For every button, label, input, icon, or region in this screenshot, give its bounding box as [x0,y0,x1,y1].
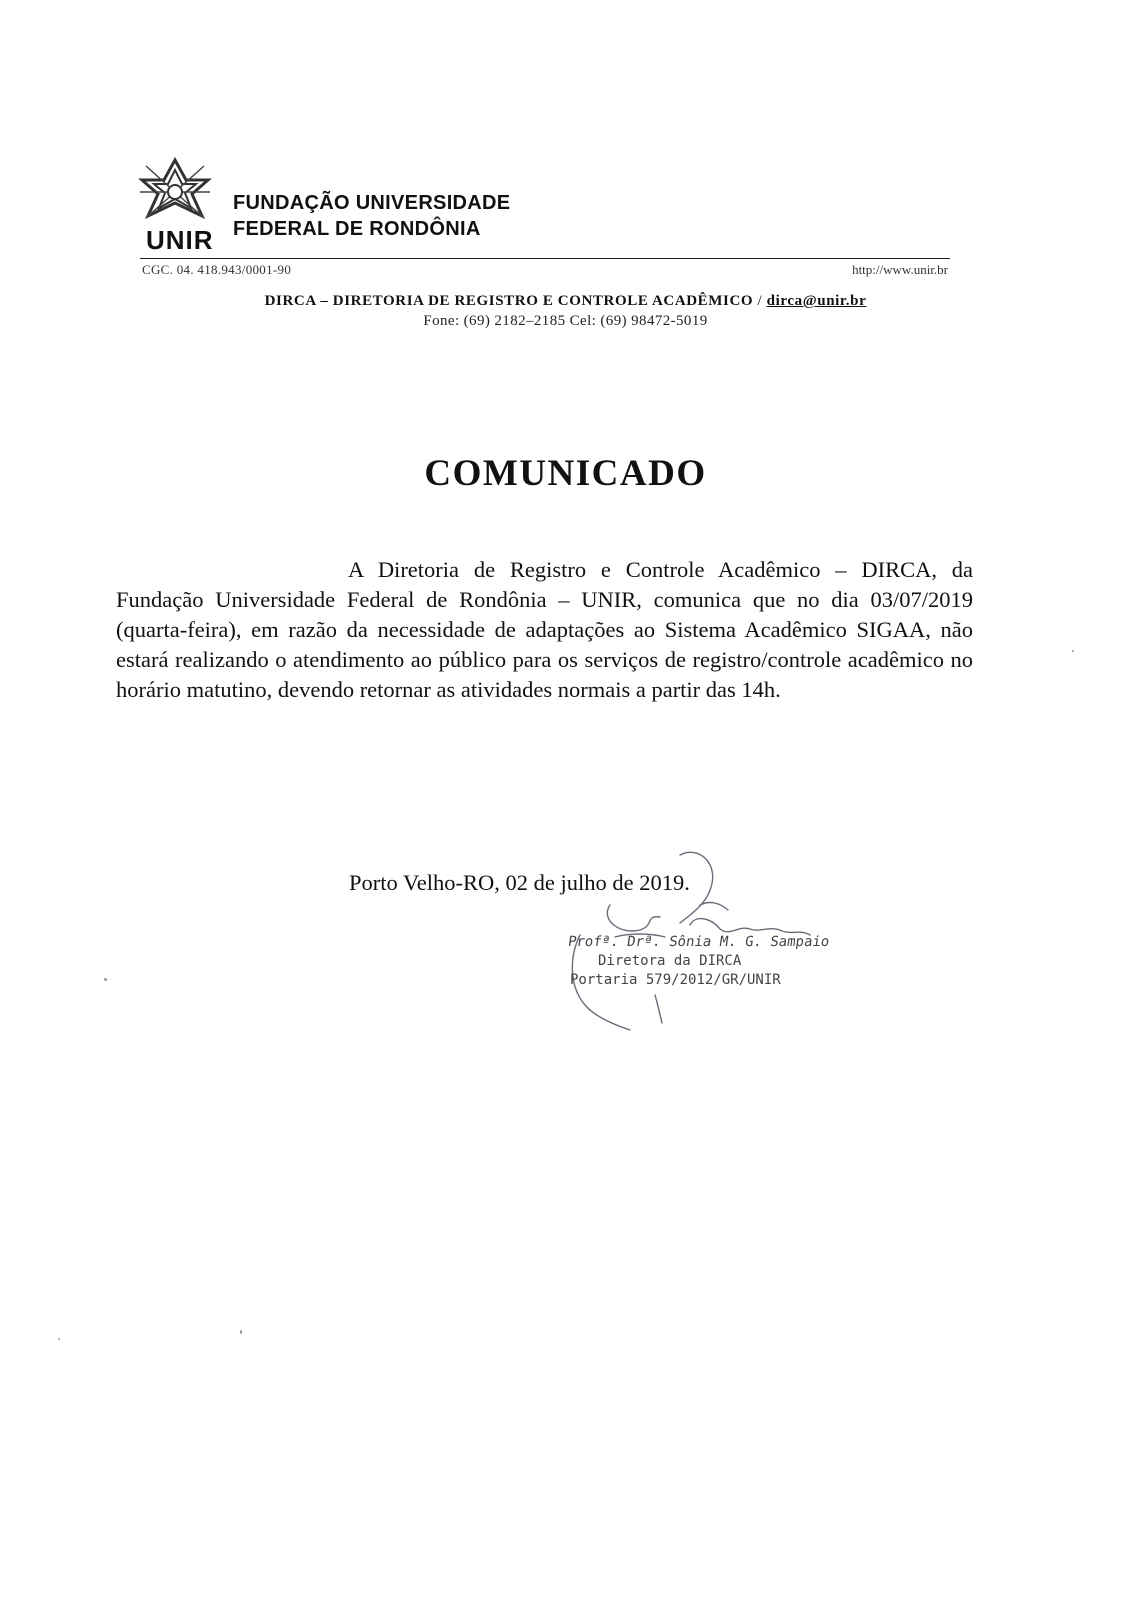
place-date: Porto Velho-RO, 02 de julho de 2019. [349,870,690,895]
scan-speck [1072,650,1074,652]
phone-line: Fone: (69) 2182–2185 Cel: (69) 98472-5019 [423,313,708,329]
logo-wordmark: UNIR [146,225,214,255]
scan-speck [104,978,107,981]
scan-speck [240,1330,242,1334]
document-title: COMUNICADO [424,453,707,494]
notice-body: A Diretoria de Registro e Controle Acadêmico – DIRCA, da Fundação Universidade Federal de Rondônia – UNIR, comunica que no dia 03/07/2019 (quarta-feira), em razão da necessidade de adaptações ao Sistema Acadêmico SIGAA, não estará realizando o atendimento ao público para os serviços de registro/controle acadêmico no horário matutino, devendo retornar as atividades normais a partir das 14h. [116,557,973,702]
department-line [0,293,1131,310]
stamp-name: Profª. Drª. Sônia M. G. Sampaio [566,934,831,950]
cgc-number: CGC. 04. 418.943/0001-90 [142,262,292,277]
department-separator: / [753,293,767,309]
department-email-link[interactable]: dirca@unir.br [766,293,867,309]
website-link[interactable]: http://www.unir.br [852,262,948,277]
stamp-ordinance: Portaria 579/2012/GR/UNIR [570,972,781,988]
scan-speck [58,1338,60,1340]
organization-name [233,190,510,242]
stamp-role: Diretora da DIRCA [598,953,742,969]
department-name: DIRCA – DIRETORIA DE REGISTRO E CONTROLE ACADÊMICO [264,293,754,309]
signature-stamp [568,934,829,988]
header-divider [140,258,950,259]
org-name-line-1: FUNDAÇÃO UNIVERSIDADE [233,192,511,214]
unir-star-logo-icon [136,156,214,226]
org-name-line-2: FEDERAL DE RONDÔNIA [233,218,481,240]
